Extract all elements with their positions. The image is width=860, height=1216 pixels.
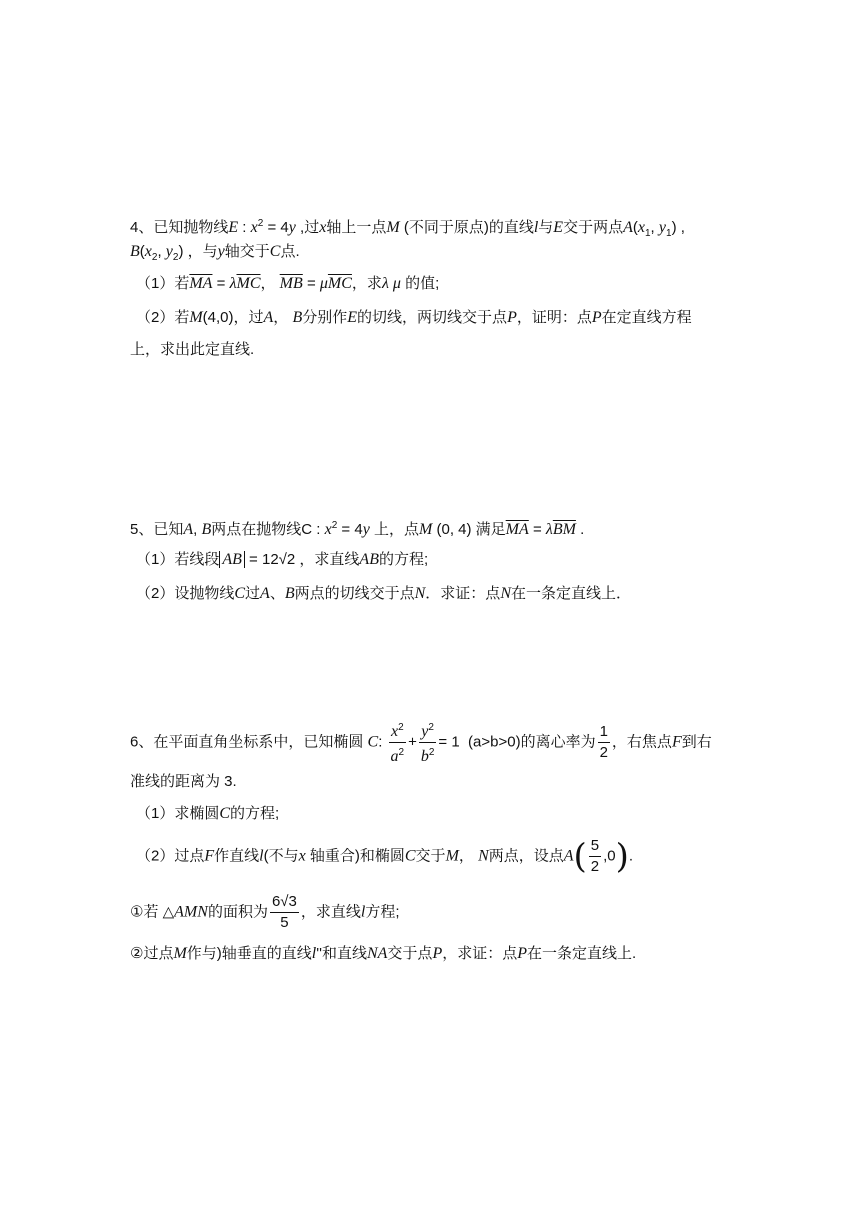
fraction-area: $\frac{6√3}{5}$ bbox=[271, 893, 297, 931]
problem-6-part-1: （1）求椭圆C的方程; bbox=[136, 805, 280, 822]
problem-6-line-1: 6、在平面直角坐标系中，已知椭圆 C: $\frac{x^2}{a^2}$ + $\frac{y^2}{b^2}$ = 1 (a>b>0)的离心率为 $\frac{1}{2}$ ，右焦点F到右 bbox=[130, 718, 712, 767]
problem-6-sub-2: ②过点M作与)轴垂直的直线l''和直线NA交于点P，求证：点P在一条定直线上. bbox=[130, 945, 637, 962]
problem-5-line-1: 5、已知A, B两点在抛物线C : $x^2 = 4y$ 上，点M (0, 4) 满足$\overline{MA} = \lambda\overline{BM}$ . bbox=[130, 520, 585, 538]
problem-4-line-1: 4、已知抛物线E : $x^2 = 4y$ ,过x轴上一点M (不同于原点)的直线l与E交于两点$A(x_1$, $y_1$) , bbox=[130, 218, 685, 239]
problem-4-line-2: $B(x_2$, $y_2$) ，与y轴交于C点. bbox=[130, 243, 300, 263]
problem-6-sub-1: ①若 △AMN的面积为 $\frac{6√3}{5}$ ，求直线l方程; bbox=[130, 893, 400, 931]
fraction-five-halves: $\frac{5}{2}$ bbox=[590, 837, 600, 875]
fraction-y2-b2: $\frac{y^2}{b^2}$ bbox=[419, 718, 437, 767]
problem-4-part-2: （2）若M(4,0)，过A， B分别作E的切线，两切线交于点P，证明：点P在定直线方程 bbox=[136, 309, 692, 326]
problem-6-part-2: （2）过点F作直线l(不与x 轴重合)和椭圆C交于M， N两点，设点A( $\frac{5}{2}$ ,0). bbox=[136, 836, 634, 877]
problem-6-line-2: 准线的距离为 3. bbox=[130, 773, 237, 790]
problem-4-line-5: 上，求出此定直线. bbox=[130, 341, 255, 358]
fraction-x2-a2: $\frac{x^2}{a^2}$ bbox=[389, 718, 407, 767]
problem-4-part-1: （1）若$\overline{MA} = \lambda\overline{MC}$， $\overline{MB} = \mu\overline{MC}$，求λ μ 的值; bbox=[136, 275, 440, 292]
problem-5-part-1: （1）若线段 AB = 12√2 ，求直线AB的方程; bbox=[136, 551, 429, 568]
problem-5-part-2: （2）设抛物线C过A、B两点的切线交于点N．求证：点N在一条定直线上． bbox=[136, 585, 631, 602]
fraction-half: $\frac{1}{2}$ bbox=[599, 723, 608, 761]
